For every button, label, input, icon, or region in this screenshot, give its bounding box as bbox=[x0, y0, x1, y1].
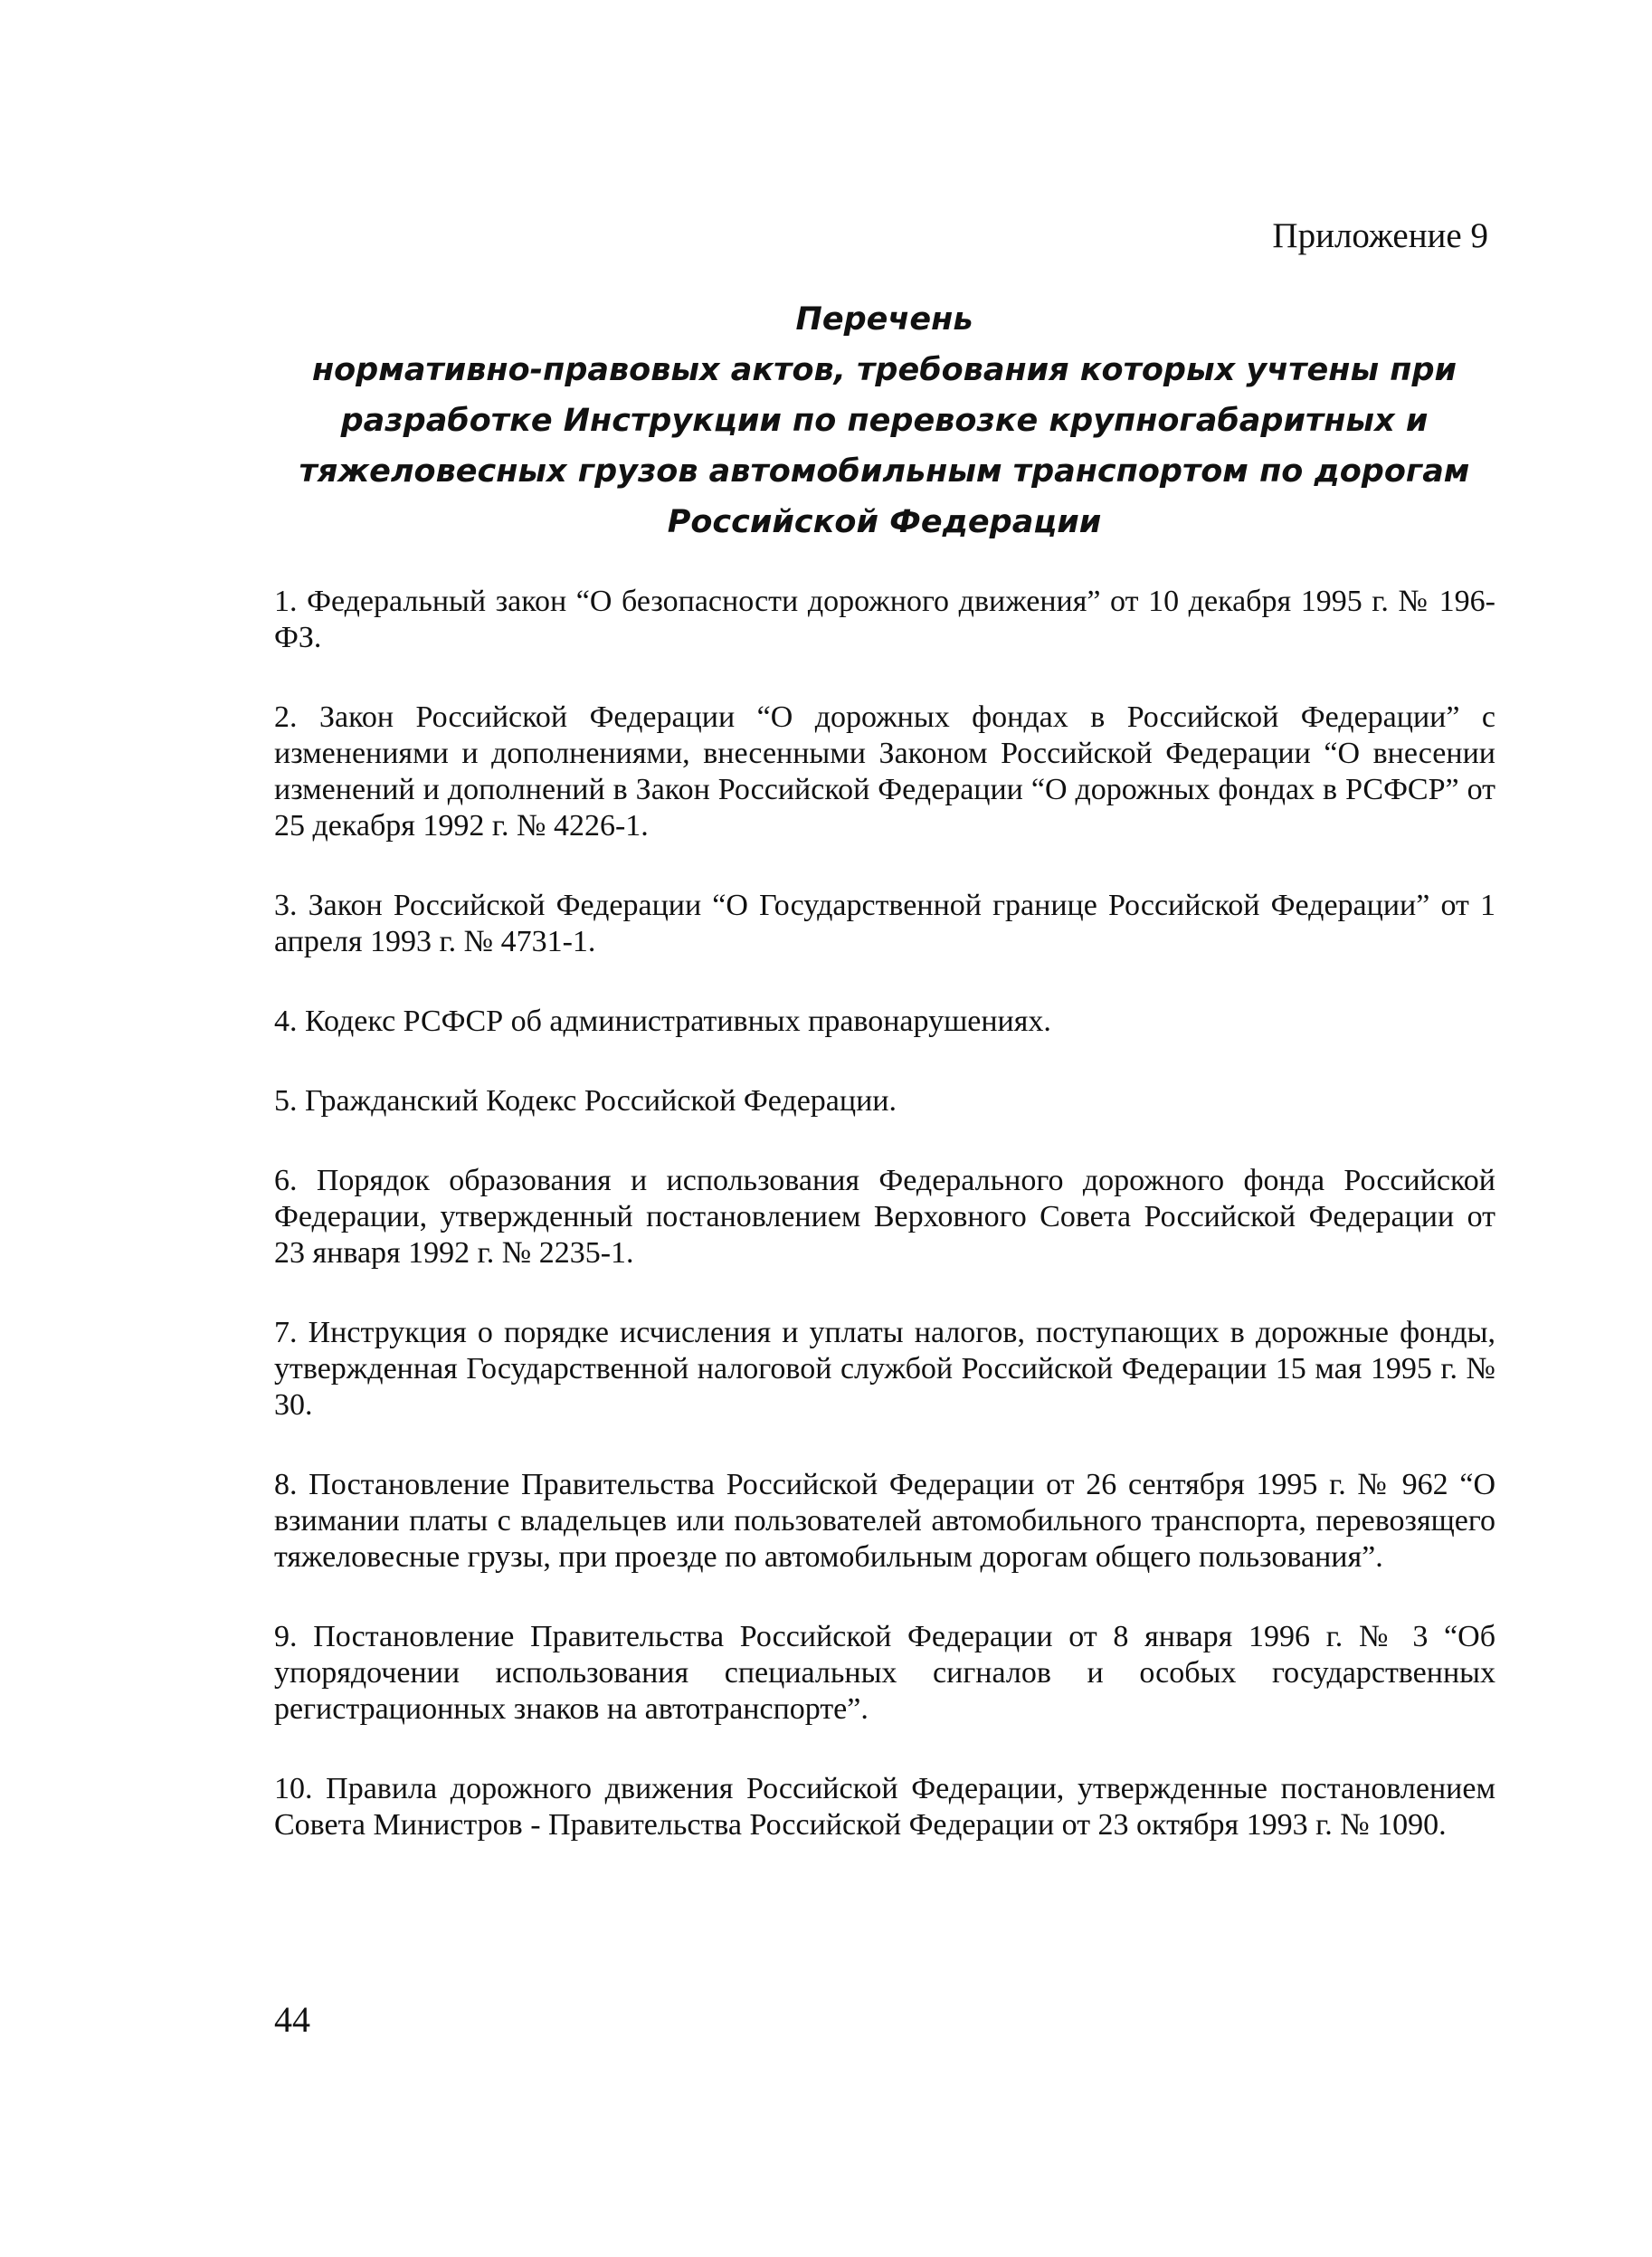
list-item: 7. Инструкция о порядке исчисления и уплаты налогов, поступающих в дорожные фонды, утвержденная Государственной налоговой службой Российской Федерации 15 мая 1995 г. № 30. bbox=[274, 1316, 1495, 1422]
title-subheading: нормативно-правовых актов, требования которых учтены при разработке Инструкции по перевозке крупногабаритных и тяжеловесных грузов автомобильным транспортом по дорогам Российской Федерации bbox=[299, 352, 1470, 540]
list-item: 10. Правила дорожного движения Российской Федерации, утвержденные постановлением Совета Министров - Правительства Российской Федерации от 23 октября 1993 г. № 1090. bbox=[274, 1772, 1495, 1842]
page-number: 44 bbox=[274, 1999, 310, 2040]
list-item: 2. Закон Российской Федерации “О дорожных фондах в Российской Федерации” с изменениями и дополнениями, внесенными Законом Российской Федерации “О внесении изменений и дополнений в Закон Российской Федерации “О дорожных фондах в РСФСР” от 25 декабря 1992 г. № 4226-1. bbox=[274, 700, 1495, 843]
list-item: 1. Федеральный закон “О безопасности дорожного движения” от 10 декабря 1995 г. № 196-ФЗ. bbox=[274, 585, 1495, 654]
document-title bbox=[271, 294, 1497, 548]
title-heading: Перечень bbox=[795, 301, 973, 338]
list-item: 9. Постановление Правительства Российской Федерации от 8 января 1996 г. № 3 “Об упорядочении использования специальных сигналов и особых государственных регистрационных знаков на автотранспорте”. bbox=[274, 1620, 1495, 1726]
list-item: 5. Гражданский Кодекс Российской Федерации. bbox=[274, 1084, 897, 1118]
legal-acts-list bbox=[274, 584, 1495, 1887]
list-item: 4. Кодекс РСФСР об административных правонарушениях. bbox=[274, 1005, 1051, 1038]
appendix-label: Приложение 9 bbox=[1272, 216, 1488, 255]
list-item: 8. Постановление Правительства Российской Федерации от 26 сентября 1995 г. № 962 “О взимании платы с владельцев или пользователей автомобильного транспорта, перевозящего тяжеловесные грузы, при проезде по автомобильным дорогам общего пользования”. bbox=[274, 1468, 1495, 1574]
list-item: 6. Порядок образования и использования Федерального дорожного фонда Российской Федерации, утвержденный постановлением Верховного Совета Российской Федерации от 23 января 1992 г. № 2235-1. bbox=[274, 1164, 1495, 1270]
list-item: 3. Закон Российской Федерации “О Государственной границе Российской Федерации” от 1 апреля 1993 г. № 4731-1. bbox=[274, 889, 1495, 958]
